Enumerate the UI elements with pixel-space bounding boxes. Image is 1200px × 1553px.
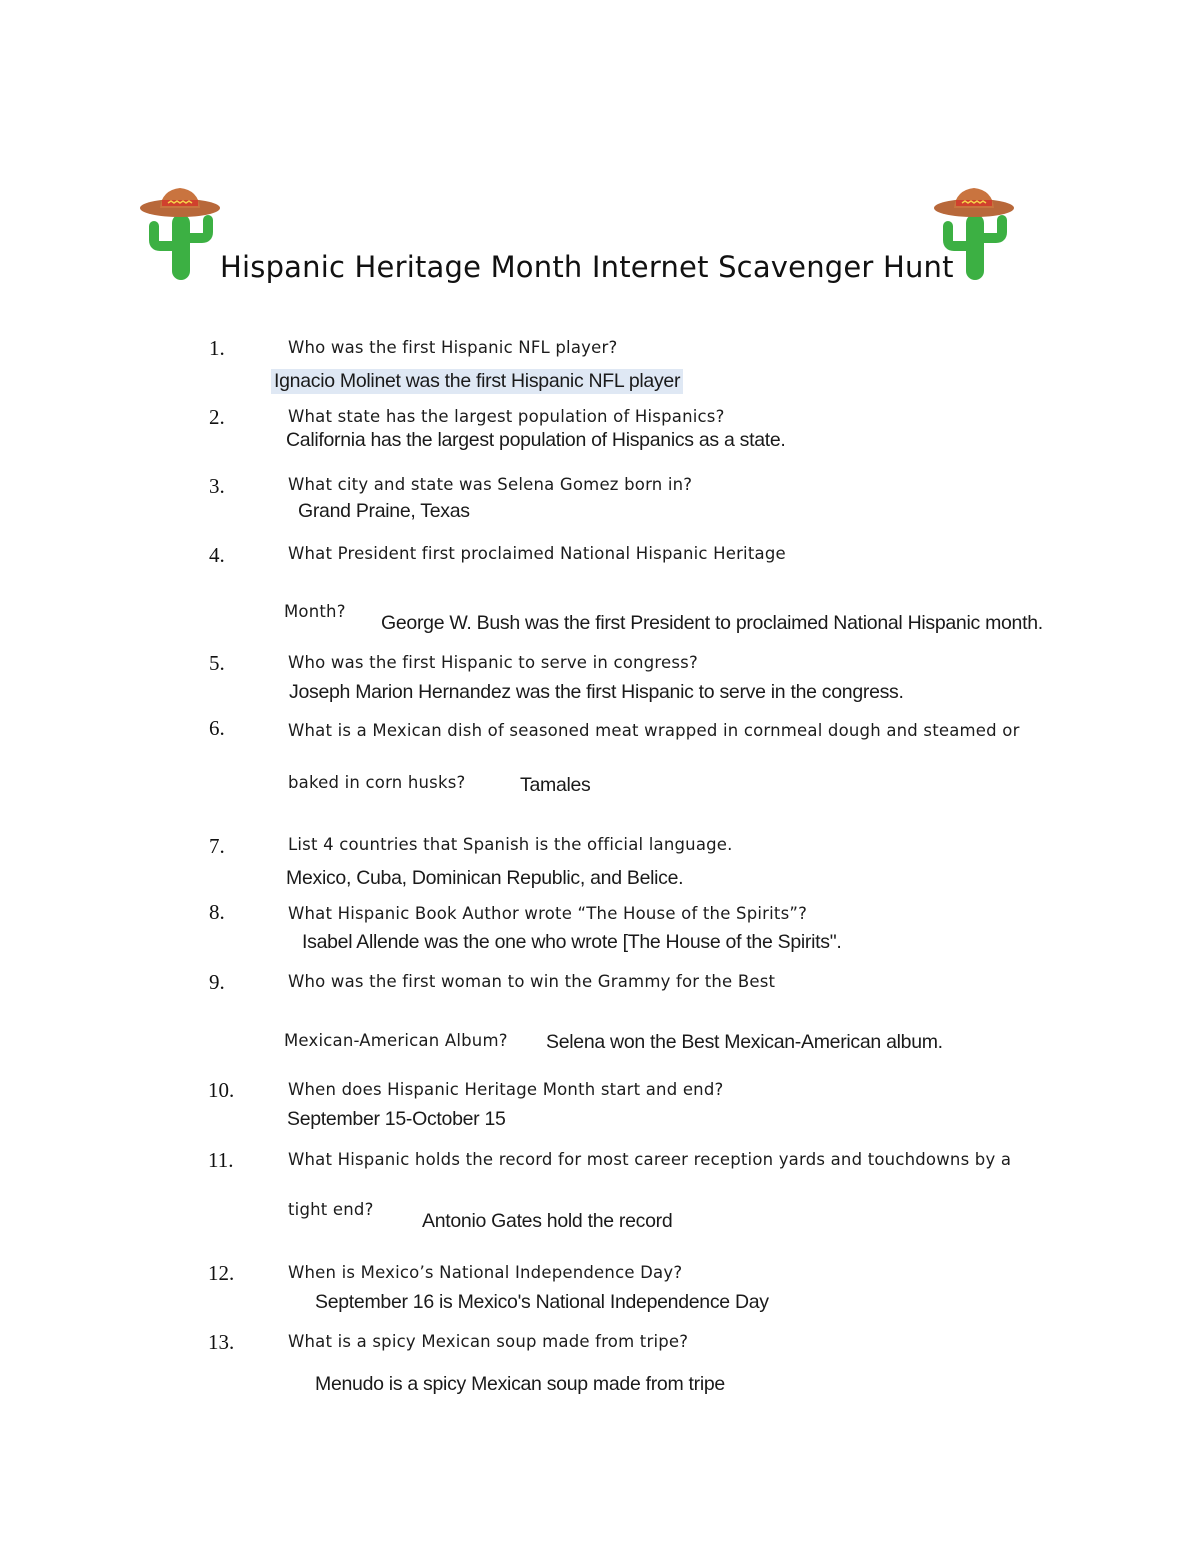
item-number: 10. xyxy=(208,1078,235,1102)
question-text: Who was the first Hispanic to serve in congress? xyxy=(288,653,698,672)
item-number: 11. xyxy=(208,1148,234,1172)
item-number: 3. xyxy=(209,474,225,498)
item-number: 2. xyxy=(209,405,225,429)
item-number: 7. xyxy=(209,834,225,858)
item-number: 1. xyxy=(209,336,225,360)
answer-text: Selena won the Best Mexican-American album. xyxy=(546,1031,943,1053)
question-text-line1: Who was the first woman to win the Grammy for the Best xyxy=(288,972,776,991)
page-title: Hispanic Heritage Month Internet Scavenger Hunt xyxy=(220,250,954,284)
question-text: Who was the first Hispanic NFL player? xyxy=(288,338,618,357)
question-text: When is Mexico’s National Independence Day? xyxy=(288,1263,683,1282)
answer-text: Isabel Allende was the one who wrote [The House of the Spirits". xyxy=(302,931,842,953)
question-text-line1: What is a Mexican dish of seasoned meat wrapped in cornmeal dough and steamed or xyxy=(288,721,1020,740)
answer-text: September 15-October 15 xyxy=(287,1108,506,1130)
question-text-line2: baked in corn husks? xyxy=(288,773,466,792)
question-text-line2: Month? xyxy=(284,602,346,621)
answer-text: Ignacio Molinet was the first Hispanic NFL player xyxy=(271,369,683,394)
answer-text: Antonio Gates hold the record xyxy=(422,1210,673,1232)
question-text: What city and state was Selena Gomez born in? xyxy=(288,475,693,494)
question-text: List 4 countries that Spanish is the official language. xyxy=(288,835,733,854)
answer-text: Menudo is a spicy Mexican soup made from tripe xyxy=(315,1373,725,1395)
answer-text: George W. Bush was the first President to proclaimed National Hispanic month. xyxy=(381,612,1043,634)
answer-text: Joseph Marion Hernandez was the first Hispanic to serve in the congress. xyxy=(289,681,904,703)
question-text-line1: What President first proclaimed National Hispanic Heritage xyxy=(288,544,786,563)
question-text-line2: Mexican-American Album? xyxy=(284,1031,508,1050)
question-text: What state has the largest population of Hispanics? xyxy=(288,407,725,426)
item-number: 4. xyxy=(209,543,225,567)
item-number: 13. xyxy=(208,1330,235,1354)
item-number: 12. xyxy=(208,1261,235,1285)
item-number: 6. xyxy=(209,716,225,740)
item-number: 8. xyxy=(209,900,225,924)
question-text: What Hispanic Book Author wrote “The House of the Spirits”? xyxy=(288,904,808,923)
item-number: 5. xyxy=(209,651,225,675)
question-text: What is a spicy Mexican soup made from tripe? xyxy=(288,1332,689,1351)
answer-text: Tamales xyxy=(520,774,591,796)
answer-text: September 16 is Mexico's National Independence Day xyxy=(315,1291,769,1313)
answer-text: California has the largest population of Hispanics as a state. xyxy=(286,429,786,451)
question-text: When does Hispanic Heritage Month start and end? xyxy=(288,1080,724,1099)
answer-text: Mexico, Cuba, Dominican Republic, and Belice. xyxy=(286,867,684,889)
answer-text: Grand Praine, Texas xyxy=(298,500,470,522)
cactus-sombrero-icon xyxy=(138,184,224,284)
question-text-line2: tight end? xyxy=(288,1200,374,1219)
question-text-line1: What Hispanic holds the record for most career reception yards and touchdowns by a xyxy=(288,1150,1012,1169)
item-number: 9. xyxy=(209,970,225,994)
